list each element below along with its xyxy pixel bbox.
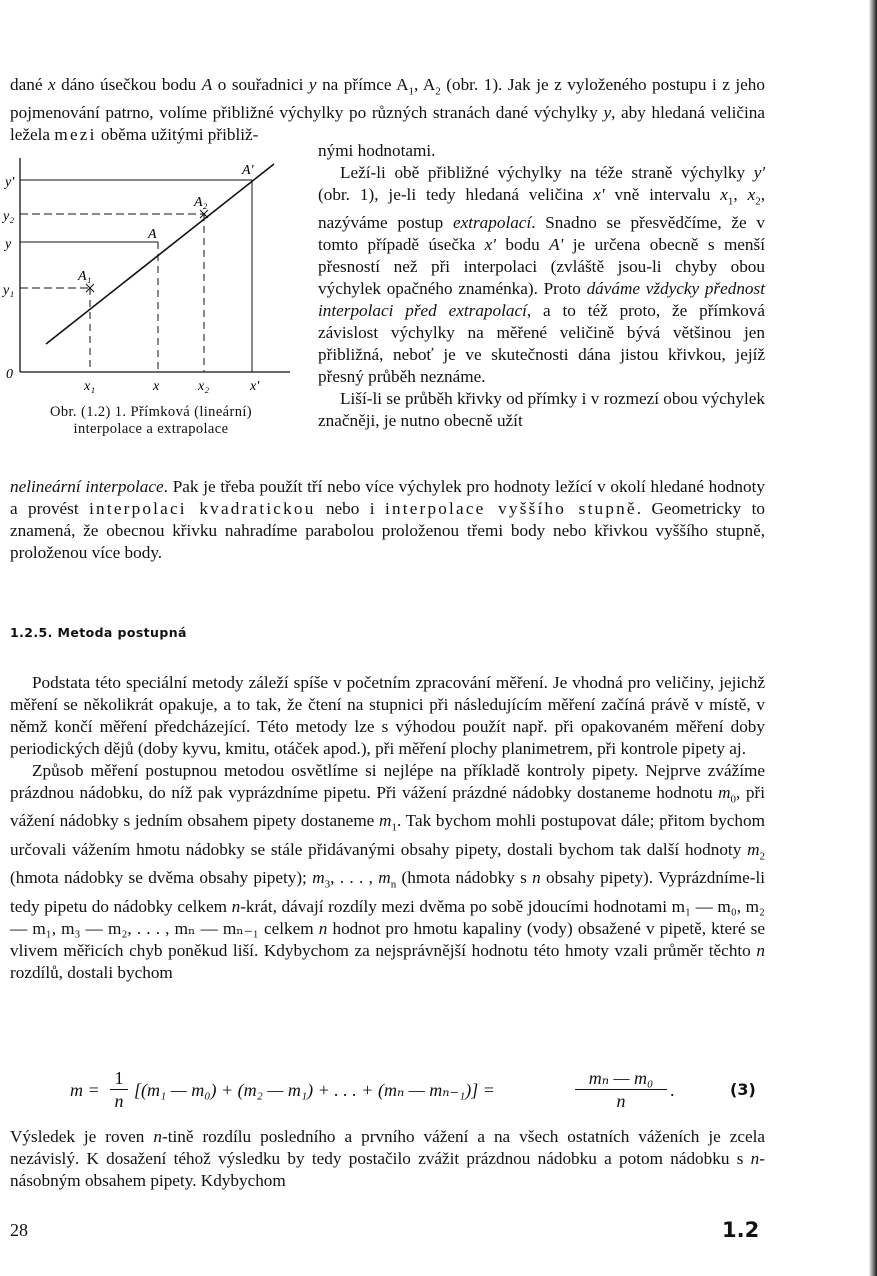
math-var: m [378,868,391,888]
text-run: dané [10,75,48,94]
point-label-a-prime: A' [242,163,254,178]
x-label-x1: x₁ [84,379,96,394]
spaced-emphasis: interpolaci kvadratickou [89,499,316,518]
text-line: nými hodnotami. [318,141,436,160]
point-label-a1: A₁ [78,269,92,284]
intro-paragraph [10,74,765,146]
subscript: 1 [391,821,397,834]
spaced-emphasis: interpolace vyššího stupně [384,499,637,518]
x-label-x: x [153,379,160,394]
math-var: A [201,75,213,94]
math-var: n [532,868,541,888]
text-run: nebo i [315,499,385,518]
y-label-y: y [5,237,12,252]
math-var: n [153,1127,162,1146]
text-run: . Snadno se přesvědčíme, že v tomto případě úsečka [318,213,765,255]
text-run: , při vážení nádobky s jedním obsahem pipety dostaneme [10,783,766,831]
text-run: Leží-li obě přibližné výchylky na téže straně výchylky [340,163,754,182]
page-number: 28 [10,1220,28,1240]
math-var: x [747,185,756,204]
math-var: y' [753,163,765,182]
formula-period: . [670,1080,675,1100]
text-run: -krát, dávají rozdíly mezi dvěma po sobě jdoucími hodnotami m₁ — m₀, m₂ — m₁, m₃ — m₂, . . . , mₙ — mₙ₋₁ celkem [10,896,765,938]
subscript: 2 [759,850,765,863]
text-run: (hmota nádobky se dvěma obsahy pipety); [10,868,313,888]
math-var: n [318,918,328,938]
chapter-number: 1.2 [722,1218,760,1242]
text-run: , [733,185,748,204]
text-run: . Tak bychom mohli postupovat dále; přitom bychom určovali vážením hmotu nádobky se stále přidávanými obsahy pipety, dostali bychom tak další hodnoty [10,811,765,859]
math-var: y [308,75,317,94]
text-run: (hmota nádobky s [396,868,533,888]
text-run: -násobným obsahem pipety. Kdybychom [10,1149,765,1190]
math-var: n [756,940,765,960]
fraction-numerator: 1 [114,1068,124,1088]
italic-term: dáváme vždycky přednost interpolaci před extrapolací [318,279,765,321]
fraction-denominator: n [616,1091,626,1111]
text-run: -tině rozdílu posledního a prvního vážení a na všech ostatních váženích je zcela nezávislý. K dosažení téhož výsledku by tedy postačilo zvážit prázdnou nádobku a potom nádobku s [10,1127,766,1168]
spaced-emphasis: mezi [54,125,97,145]
x-label-x2: x₂ [198,379,210,394]
math-var: x' [484,235,496,255]
text-run: , . . . , [330,868,379,888]
math-var: m [379,811,392,831]
y-label-y2: y₂ [3,209,15,224]
text-run: vně intervalu [604,185,721,204]
subscript: 2 [435,85,441,98]
point-label-a2: A₂ [194,195,208,210]
y-label-y1: y₁ [3,283,15,298]
italic-term: extrapolací [452,213,532,233]
text-run: obsahy pipety). Vyprázdníme-li tedy pipetu do nádobky celkem [10,868,765,916]
subscript: 2 [755,195,761,208]
subscript: 0 [730,793,737,806]
subscript: 1 [408,85,414,98]
text-run: . Pak je třeba použít tří nebo více výchylek pro hodnoty ležící v okolí hledané hodnoty a provést [10,477,765,518]
fraction-bar [575,1089,667,1090]
interpolation-line [46,164,274,344]
formula-body: [(m₁ — m₀) + (m₂ — m₁) + . . . + (mₙ — mₙ₋₁)] = [134,1080,495,1100]
fraction-numerator: mₙ — m₀ [588,1068,654,1088]
text-run: rozdílů, dostali bychom [10,962,173,982]
origin-label: 0 [6,367,13,382]
subscript: 1 [727,195,734,208]
subscript: n [390,878,397,891]
text-run: bodu [495,235,550,255]
text-run: (obr. 1). Jak je z vyloženého postupu i z jeho pojmenování patrno, volíme přibližné výchylky po různých stranách dané výchylky [10,75,765,123]
section-heading: 1.2.5. Metoda postupná [10,625,187,640]
fraction-one-over-n [110,1068,128,1111]
text-run: . Geometricky to znamená, že obecnou křivku nahradíme parabolou proloženou třemi body nebo křivkou vyššího stupně, proloženou více body. [10,499,765,562]
text-run: o souřadnici [212,75,309,94]
right-column [318,140,765,432]
paragraph [10,760,765,984]
math-var: y [603,103,612,123]
text-run: , aby hledaná veličina ležela [10,103,765,145]
text-run: oběma užitými přibliž- [96,125,259,145]
text-run: , nazýváme postup [318,185,766,233]
formula-lhs: m = [70,1080,100,1100]
text-run: Způsob měření postupnou metodou osvětlíme si nejlépe na příkladě kontroly pipety. Nejprve zvážíme prázdnou nádobku, do níž pak vyprázdníme pipetu. Při vážení prázdné nádobky dostaneme hodnotu [10,761,765,802]
math-var: n [231,896,241,916]
text-run: , a to též proto, že přímková závislost výchylky na měřené veličině bývá většinou jen přibližná, neboť je ve skutečnosti dána jistou křivkou, jejíž přesný průběh neznáme. [318,301,765,387]
paragraph: Podstata této speciální metody záleží spíše v početním zpracování měření. Je vhodná pro veličiny, jejichž měření se několikrát opakuje, a to tak, že čtení na stupnici při následujícím měření začíná právě v místě, v němž končí měření předcházející. Této metody lze s výhodou použít např. při opakovaném měření doby periodických dějů (doby kyvu, kmitu, otáček apod.), při měření plochy planimetrem, při kontrole pipety aj. [10,673,765,758]
text-run: (obr. 1), je-li tedy hledaná veličina [318,185,594,204]
interpolation-diagram [2,158,300,398]
math-var: m [718,783,731,802]
figure-caption [6,404,296,438]
italic-term: nelineární interpolace [10,477,164,496]
text-run: Výsledek je roven [10,1127,154,1146]
nonlinear-paragraph [10,476,765,564]
math-var: m [312,868,325,888]
y-label-y-prime: y' [5,175,15,190]
math-var: x' [593,185,605,204]
equation-number: (3) [730,1080,756,1099]
text-run: dáno úsečkou bodu [55,75,202,94]
equation-3 [70,1068,770,1118]
text-run: hodnot pro hmotu kapaliny (vody) obsažené v pipetě, které se vlivem měřicích chyb poněkud liší. Kdybychom za nejsprávnější hodnotu této hmoty vzali průměr těchto [10,918,765,960]
math-var: x [720,185,728,204]
fraction-denominator: n [114,1091,124,1111]
result-paragraph [10,1126,765,1192]
text-run: je určena obecně s menší přesností než při interpolaci (zvláště jsou-li chyby obou výchylek opačného znaménka). Proto [318,235,765,299]
section-body [10,672,765,984]
page-edge-shadow [869,0,877,1276]
text-run: na přímce A [316,75,409,94]
math-var: m [747,839,760,859]
math-var: n [750,1149,760,1168]
text-run: , A [413,75,436,94]
caption-line: interpolace a extrapolace [73,421,229,437]
fraction-bar [110,1089,128,1090]
math-var: A' [549,235,564,255]
text-run: Liší-li se průběh křivky od přímky i v rozmezí obou výchylek značněji, je nutno obecně užít [318,389,765,431]
caption-line: Obr. (1.2) 1. Přímková (lineární) [49,404,253,420]
paragraph-extrapolation [318,162,765,388]
subscript: 3 [324,878,331,891]
point-label-a: A [148,227,157,242]
fraction-result [575,1068,667,1111]
math-var: x [47,75,56,94]
x-label-x-prime: x' [250,379,260,394]
